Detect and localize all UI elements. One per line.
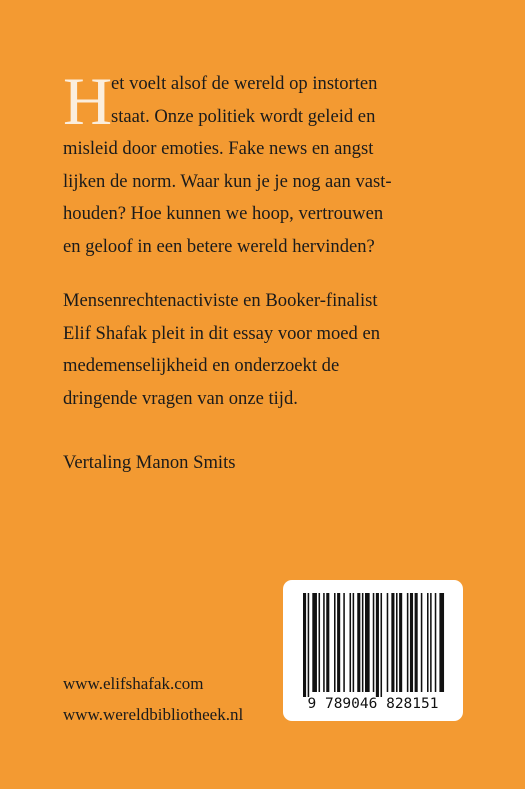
barcode-bar [396,593,398,692]
isbn-digits: 9 789046 828151 [307,696,439,712]
barcode-bar [391,593,394,692]
publisher-website-link[interactable]: www.wereldbibliotheek.nl [63,705,244,724]
blurb-paragraph-2 [63,285,473,415]
barcode-bar [362,593,364,692]
barcode-bar [357,593,360,692]
blurb-line: misleid door emoties. Fake news en angst [63,138,374,160]
translator-credit-text: Vertaling Manon Smits [63,452,236,473]
blurb-line: houden? Hoe kunnen we hoop, vertrouwen [63,203,384,225]
barcode-bar [326,593,329,692]
barcode-bar [365,593,370,692]
blurb-line: dringende vragen van onze tijd. [63,387,298,409]
translator-credit [63,447,473,480]
barcode-bars [303,593,444,697]
blurb-line: en geloof in een betere wereld hervinden? [63,235,375,257]
barcode-bar [427,593,429,692]
barcode-bar [410,593,413,692]
blurb-line: medemenselijkheid en onderzoekt de [63,355,340,377]
barcode-bar [381,593,383,697]
barcode-bar [308,593,310,697]
drop-cap-letter: H [63,63,113,139]
barcode-bar [312,593,317,692]
blurb-line: lijken de norm. Waar kun je je nog aan vast- [63,170,392,192]
barcode-bar [373,593,375,692]
barcode-bar [350,593,352,692]
blurb-paragraph-1 [63,63,473,264]
barcode-bar [439,593,444,692]
barcode-bar [387,593,389,692]
barcode-bar [407,593,409,692]
barcode-bar [323,593,325,692]
barcode-bar [334,593,336,692]
barcode-bar [430,593,432,692]
blurb-line: et voelt alsof de wereld op instorten [111,73,378,94]
barcode-bar [319,593,321,692]
barcode-graphic [283,580,463,721]
barcode-bar [353,593,355,692]
blurb-line: Elif Shafak pleit in dit essay voor moed en [63,322,381,344]
barcode-bar [343,593,345,692]
barcode-bar [415,593,418,692]
barcode-bar [399,593,402,692]
barcode-bar [376,593,379,697]
blurb-line: Mensenrechtenactiviste en Booker-finalist [63,290,378,311]
barcode-bar [337,593,340,692]
author-website-link[interactable]: www.elifshafak.com [63,674,204,693]
blurb-line: staat. Onze politiek wordt geleid en [111,105,376,127]
barcode-bar [435,593,437,692]
isbn-barcode [283,580,463,721]
barcode-bar [421,593,423,692]
barcode-bar [303,593,306,697]
